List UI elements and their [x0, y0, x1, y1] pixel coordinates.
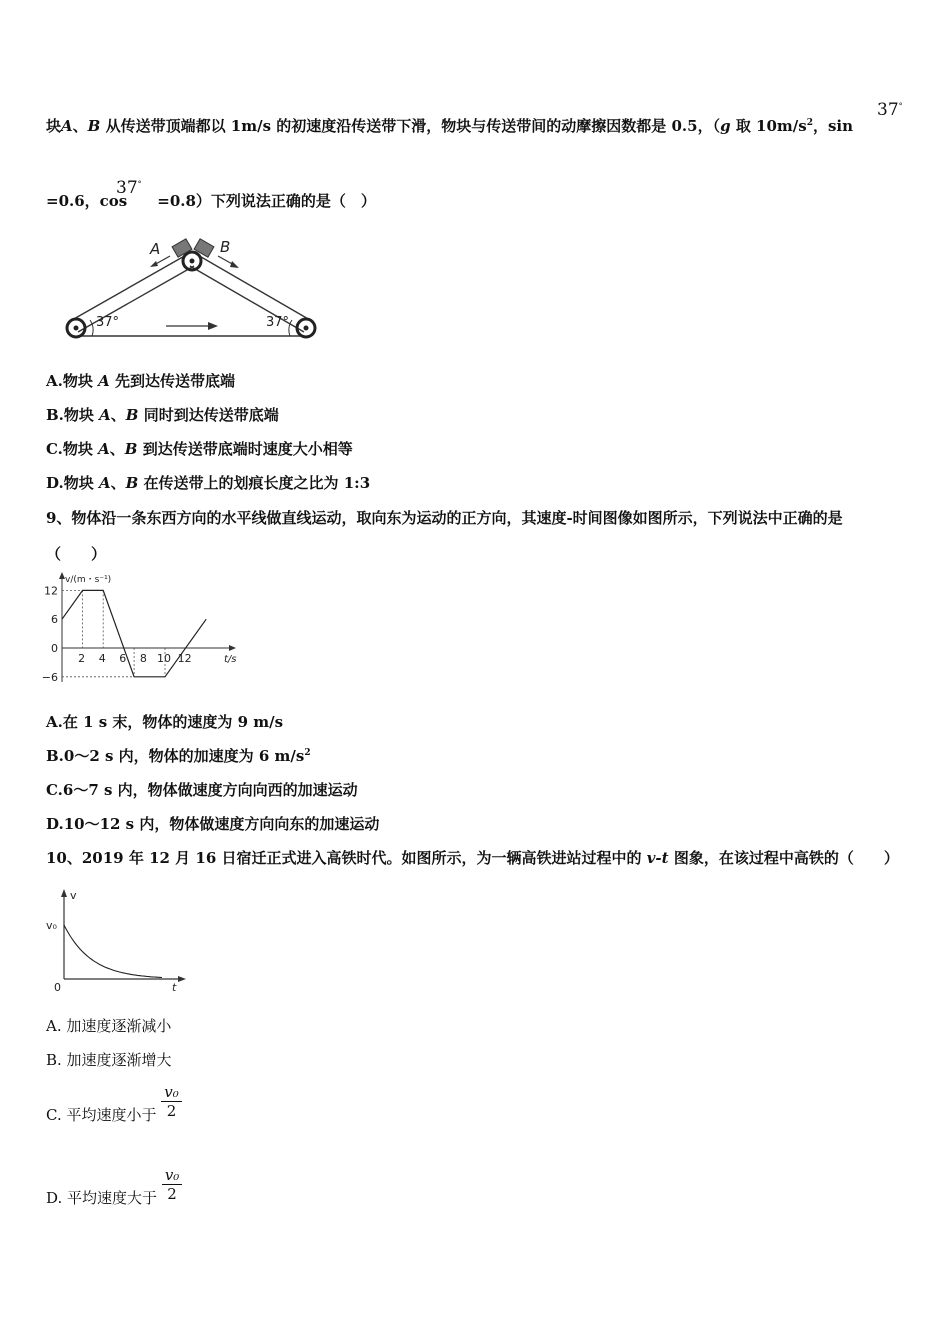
q10-option-c — [46, 1083, 182, 1124]
x-tick-label: 6 — [119, 652, 127, 665]
text: 取 10m/s — [730, 117, 807, 135]
text: 图象，在该过程中高铁的（ ） — [668, 849, 899, 867]
option-letter: A. — [46, 372, 63, 390]
q9-paren: （ ） — [46, 545, 107, 563]
q9-option-d: D.10～12 s 内，物体做速度方向向东的加速运动 — [46, 815, 380, 833]
option-letter: C. — [46, 440, 63, 458]
text: =0.6，cos — [46, 192, 128, 210]
text: 10、2019 年 12 月 16 日宿迁正式进入高铁时代。如图所示，为一辆高铁进站过程中的 — [46, 849, 647, 867]
angle-value: 37 — [877, 100, 899, 120]
y-tick-label: 0 — [51, 642, 58, 655]
degree: ° — [898, 101, 903, 111]
text: 从传送带顶端都以 1m/s 的初速度沿传送带下滑，物块与传送带间的动摩擦因数都是 0.5，（ — [100, 117, 721, 135]
q8-option-b — [46, 404, 279, 425]
q8-stem-line2 — [46, 190, 376, 211]
origin-label: 0 — [54, 981, 61, 994]
x-tick-label: 12 — [177, 652, 192, 665]
q8-option-d — [46, 472, 370, 493]
var-a: A — [61, 117, 73, 135]
denominator: 2 — [166, 1102, 177, 1120]
x-axis-arrow — [229, 645, 236, 651]
option-letter: B. — [46, 406, 64, 424]
text: 块 — [46, 117, 62, 135]
angle-label-right: 37° — [266, 315, 290, 330]
angle-37-sin — [877, 100, 903, 120]
x-tick-label: 4 — [98, 652, 106, 665]
text: 物块 — [62, 440, 99, 458]
denominator: 2 — [167, 1185, 177, 1203]
option-letter: D. — [46, 474, 64, 492]
text: 在传送带上的划痕长度之比为 1:3 — [138, 474, 371, 492]
angle-label-left: 37° — [96, 315, 120, 330]
text: 先到达传送带底端 — [109, 372, 235, 390]
y-axis-label: v — [70, 889, 77, 902]
text: D. 平均速度大于 — [46, 1188, 158, 1207]
numerator: v₀ — [161, 1083, 182, 1102]
var: B — [125, 474, 139, 492]
q10-option-d — [46, 1166, 182, 1207]
y-axis-arrow — [61, 889, 67, 897]
var-g: g — [720, 117, 731, 135]
x-tick-label: 2 — [78, 652, 86, 665]
text: 物块 — [63, 406, 100, 424]
text: 物块 — [63, 474, 99, 492]
q8-stem-line1 — [46, 115, 853, 136]
q9-option-a: A.在 1 s 末，物体的速度为 9 m/s — [46, 713, 284, 731]
text: 同时到达传送带底端 — [138, 406, 279, 424]
var: A — [99, 406, 111, 424]
y-tick-label: −6 — [41, 670, 58, 684]
fraction-v0-over-2 — [161, 1083, 182, 1120]
text: C. 平均速度小于 — [46, 1105, 157, 1124]
vt-chart-q10 — [40, 885, 190, 997]
superscript: 2 — [304, 748, 311, 758]
q9-option-c: C.6～7 s 内，物体做速度方向向西的加速运动 — [46, 781, 358, 799]
text: B.0～2 s 内，物体的加速度为 6 m/s — [46, 747, 305, 765]
text: 、 — [110, 474, 126, 492]
x-axis-label: t — [172, 981, 177, 994]
arrow-a-head — [150, 261, 158, 267]
superscript: 2 — [806, 118, 813, 128]
q8-option-c — [46, 438, 353, 459]
belt-direction-arrow-head — [208, 322, 218, 330]
var: A — [98, 372, 110, 390]
q8-option-a — [46, 370, 235, 391]
block-a — [172, 239, 192, 257]
text: ，sin — [812, 117, 854, 135]
label-a: A — [150, 240, 161, 258]
x-tick-label: 8 — [139, 652, 147, 665]
var: B — [125, 406, 139, 424]
pulley-left — [67, 319, 85, 337]
text: 、 — [72, 117, 88, 135]
var-vt: v-t — [646, 849, 669, 867]
y-tick-label: 6 — [51, 613, 58, 627]
q10-option-b: B. 加速度逐渐增大 — [46, 1051, 172, 1069]
text: 、 — [110, 406, 126, 424]
pulley-right — [297, 319, 315, 337]
q9-option-b — [46, 745, 311, 766]
label-b: B — [220, 238, 231, 256]
var: A — [98, 440, 110, 458]
belt-right-upper — [196, 254, 310, 320]
text: 到达传送带底端时速度大小相等 — [137, 440, 353, 458]
x-tick-label: 10 — [157, 652, 171, 665]
conveyor-figure — [58, 232, 328, 344]
text: 物块 — [62, 372, 99, 390]
numerator: v₀ — [162, 1166, 183, 1185]
decay-curve — [64, 925, 162, 978]
text: 、 — [109, 440, 125, 458]
var: B — [124, 440, 138, 458]
belt-left-upper — [72, 254, 188, 320]
var-b: B — [87, 117, 101, 135]
vt-chart-q9 — [40, 570, 245, 690]
v0-label: v₀ — [46, 919, 57, 932]
x-axis-label: t/s — [224, 654, 237, 665]
arrow-b-head — [230, 261, 239, 268]
q9-stem: 9、物体沿一条东西方向的水平线做直线运动，取向东为运动的正方向，其速度-时间图像如图所示，下列说法中正确的是 — [46, 509, 843, 527]
angle-value: 37 — [116, 178, 138, 198]
angle-arc-left — [90, 320, 93, 336]
q10-stem — [46, 847, 899, 868]
text: =0.8）下列说法正确的是（ ） — [157, 192, 376, 210]
degree: ° — [137, 179, 142, 189]
x-axis-arrow — [178, 976, 186, 982]
y-axis-label: v/(m・s⁻¹) — [65, 575, 112, 585]
var: A — [98, 474, 111, 492]
fraction-v0-over-2 — [162, 1166, 183, 1203]
y-tick-label: 12 — [44, 584, 58, 598]
angle-arc-right — [289, 320, 292, 336]
q10-option-a: A. 加速度逐渐减小 — [46, 1017, 172, 1035]
